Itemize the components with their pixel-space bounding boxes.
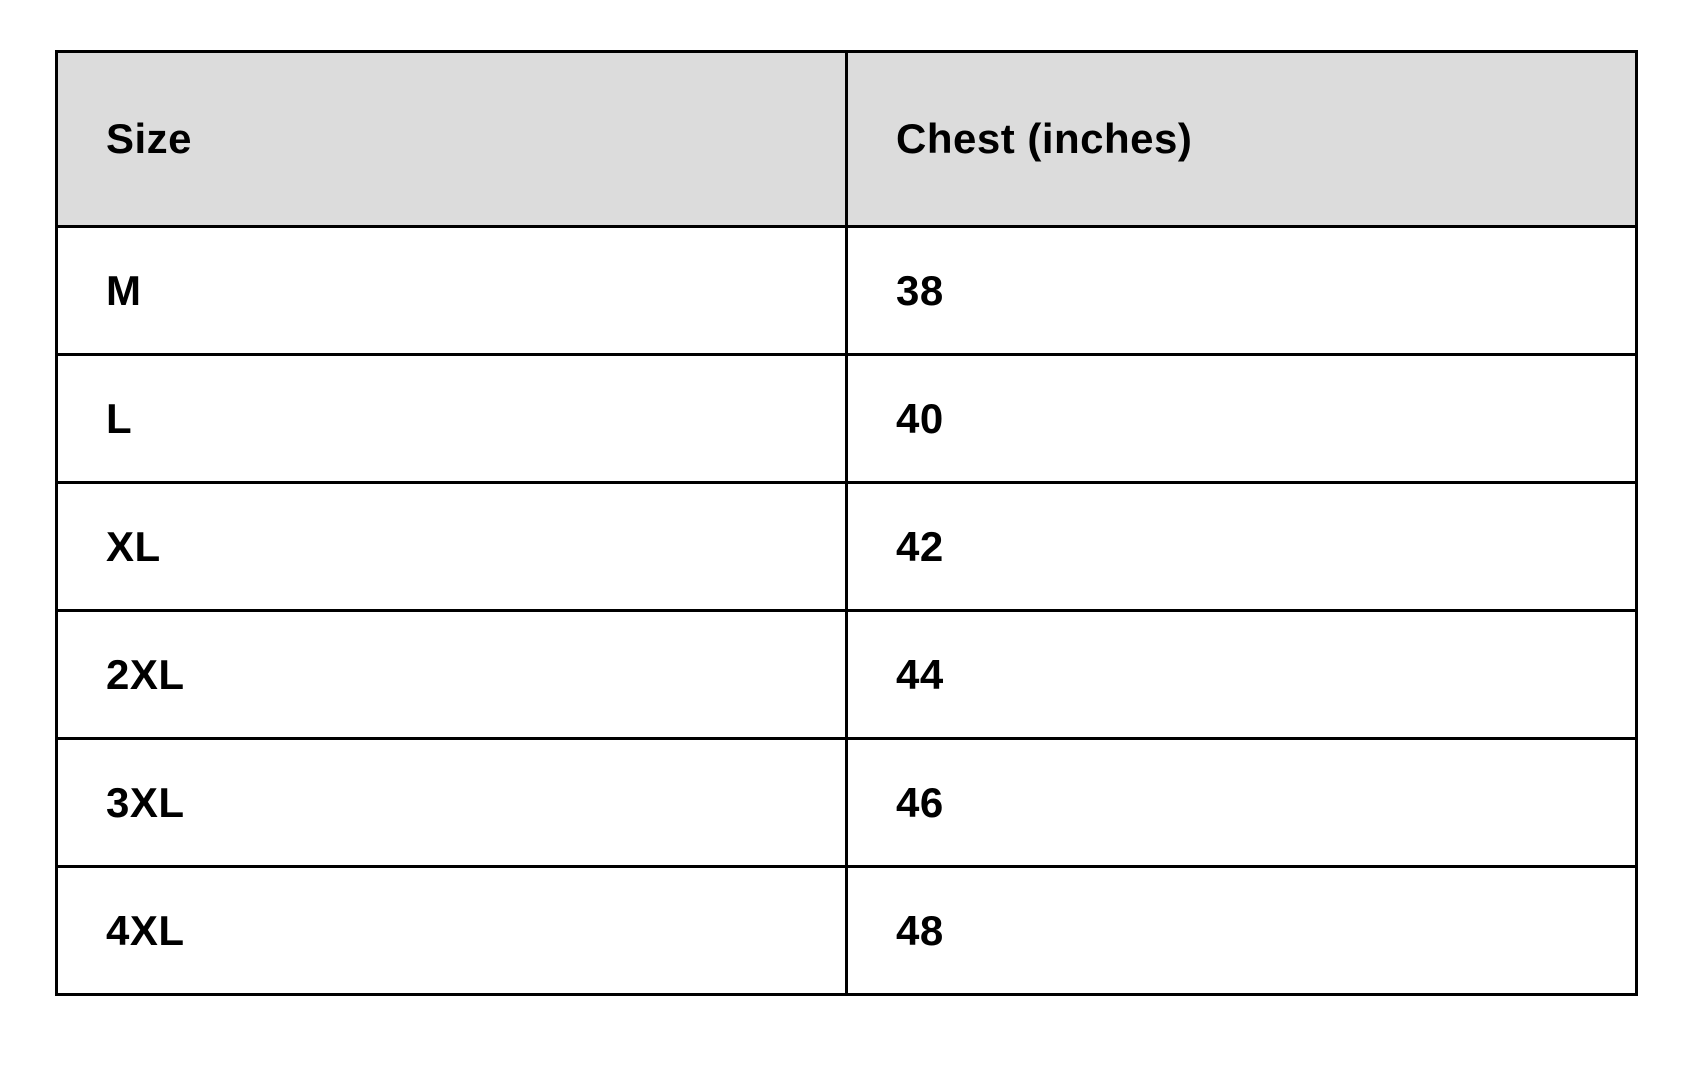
table-row (57, 483, 1637, 611)
cell-size-value: M (106, 266, 142, 314)
cell-size-value: L (106, 394, 133, 442)
cell-chest (847, 611, 1637, 739)
size-chart-table (55, 50, 1638, 996)
column-header-size (57, 52, 847, 227)
cell-size (57, 483, 847, 611)
cell-size (57, 739, 847, 867)
cell-size (57, 227, 847, 355)
column-header-chest-label: Chest (inches) (896, 115, 1193, 162)
cell-chest-value: 40 (896, 394, 944, 442)
cell-chest-value: 44 (896, 650, 944, 698)
cell-size (57, 867, 847, 995)
cell-chest-value: 48 (896, 906, 944, 954)
cell-chest (847, 867, 1637, 995)
table-header (57, 52, 1637, 227)
cell-size-value: 3XL (106, 778, 185, 826)
cell-size (57, 611, 847, 739)
cell-chest-value: 38 (896, 266, 944, 314)
cell-chest-value: 46 (896, 778, 944, 826)
cell-chest (847, 483, 1637, 611)
table-row (57, 739, 1637, 867)
cell-chest-value: 42 (896, 522, 944, 570)
table-row (57, 227, 1637, 355)
cell-size-value: 2XL (106, 650, 185, 698)
cell-size-value: 4XL (106, 906, 185, 954)
table-row (57, 611, 1637, 739)
cell-chest (847, 355, 1637, 483)
size-chart-container (55, 50, 1635, 996)
cell-size-value: XL (106, 522, 161, 570)
table-header-row (57, 52, 1637, 227)
column-header-chest (847, 52, 1637, 227)
table-body (57, 227, 1637, 995)
table-row (57, 355, 1637, 483)
cell-chest (847, 739, 1637, 867)
column-header-size-label: Size (106, 115, 193, 162)
cell-size (57, 355, 847, 483)
cell-chest (847, 227, 1637, 355)
table-row (57, 867, 1637, 995)
